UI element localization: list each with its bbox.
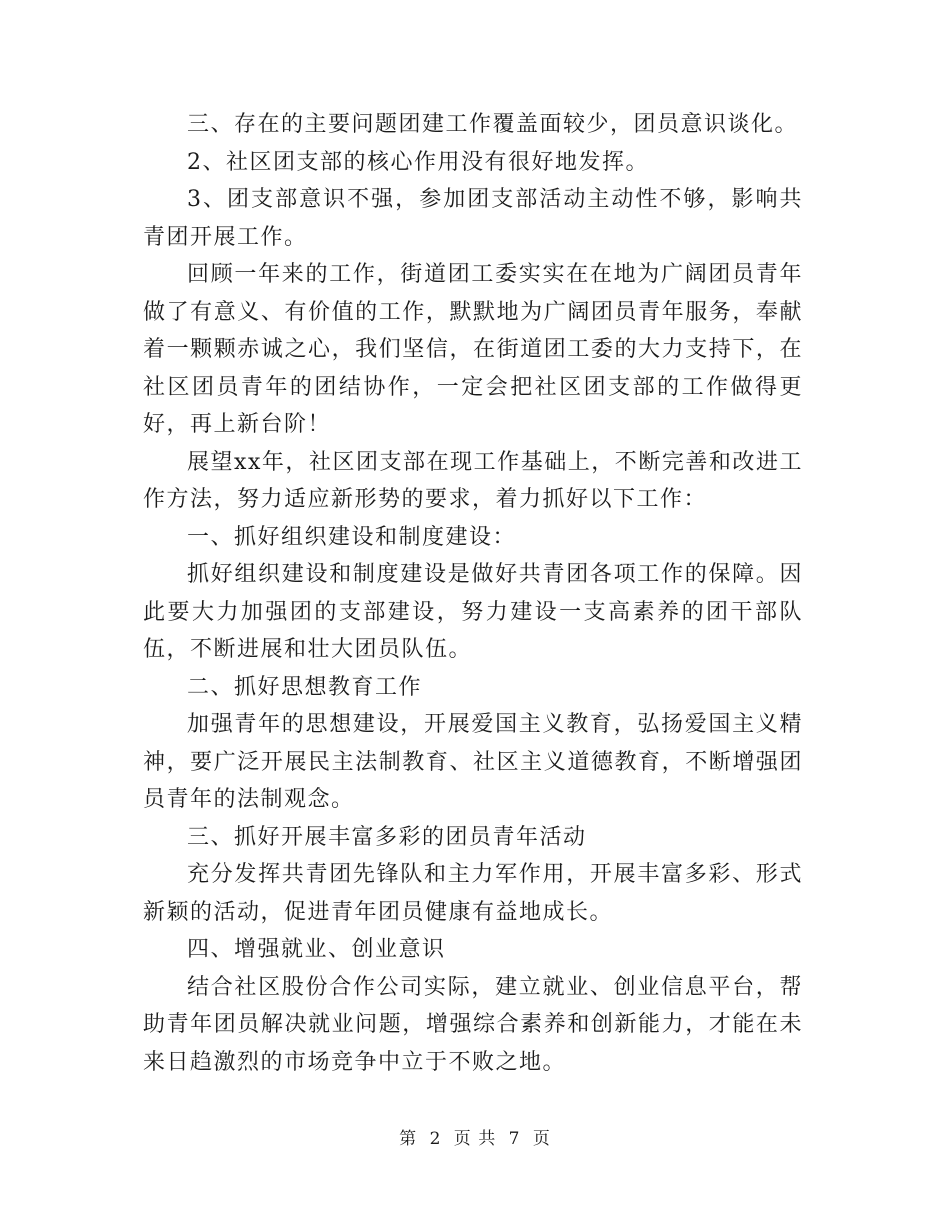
document-body [143, 106, 803, 1081]
paragraph-problems-heading: 三、存在的主要问题团建工作覆盖面较少，团员意识谈化。 [187, 112, 799, 137]
paragraph-problem-3: 3、团支部意识不强，参加团支部活动主动性不够，影响共青团开展工作。 [143, 187, 803, 250]
section-heading-2: 二、抓好思想教育工作 [187, 674, 423, 700]
paragraph-section-3: 充分发挥共青团先锋队和主力军作用，开展丰富多彩、形式新颖的活动，促进青年团员健康有益地成长。 [143, 862, 803, 925]
paragraph-outlook: 展望xx年，社区团支部在现工作基础上，不断完善和改进工作方法，努力适应新形势的要求，着力抓好以下工作： [143, 449, 803, 512]
paragraph-section-2: 加强青年的思想建设，开展爱国主义教育，弘扬爱国主义精神，要广泛开展民主法制教育、社区主义道德教育，不断增强团员青年的法制观念。 [143, 712, 803, 812]
paragraph-section-1: 抓好组织建设和制度建设是做好共青团各项工作的保障。因此要大力加强团的支部建设，努力建设一支高素养的团干部队伍，不断进展和壮大团员队伍。 [143, 562, 803, 662]
section-heading-4: 四、增强就业、创业意识 [187, 937, 446, 962]
paragraph-review: 回顾一年来的工作，街道团工委实实在在地为广阔团员青年做了有意义、有价值的工作，默默地为广阔团员青年服务，奉献着一颗颗赤诚之心，我们坚信，在街道团工委的大力支持下，在社区团员青年的团结协作，一定会把社区团支部的工作做得更好，再上新台阶！ [143, 262, 803, 437]
paragraph-section-4: 结合社区股份合作公司实际，建立就业、创业信息平台，帮助青年团员解决就业问题，增强综合素养和创新能力，才能在未来日趋激烈的市场竞争中立于不败之地。 [143, 974, 803, 1075]
section-heading-3: 三、抓好开展丰富多彩的团员青年活动 [187, 824, 587, 850]
footer-current-page: 2 [429, 1129, 442, 1149]
footer-total-pages: 7 [508, 1129, 521, 1149]
footer-prefix: 第 [399, 1129, 418, 1149]
footer-middle: 页 共 [453, 1129, 497, 1149]
page-footer [0, 1124, 950, 1149]
footer-suffix: 页 [532, 1129, 551, 1149]
paragraph-problem-2: 2、社区团支部的核心作用没有很好地发挥。 [187, 149, 649, 175]
section-heading-1: 一、抓好组织建设和制度建设： [187, 524, 517, 550]
